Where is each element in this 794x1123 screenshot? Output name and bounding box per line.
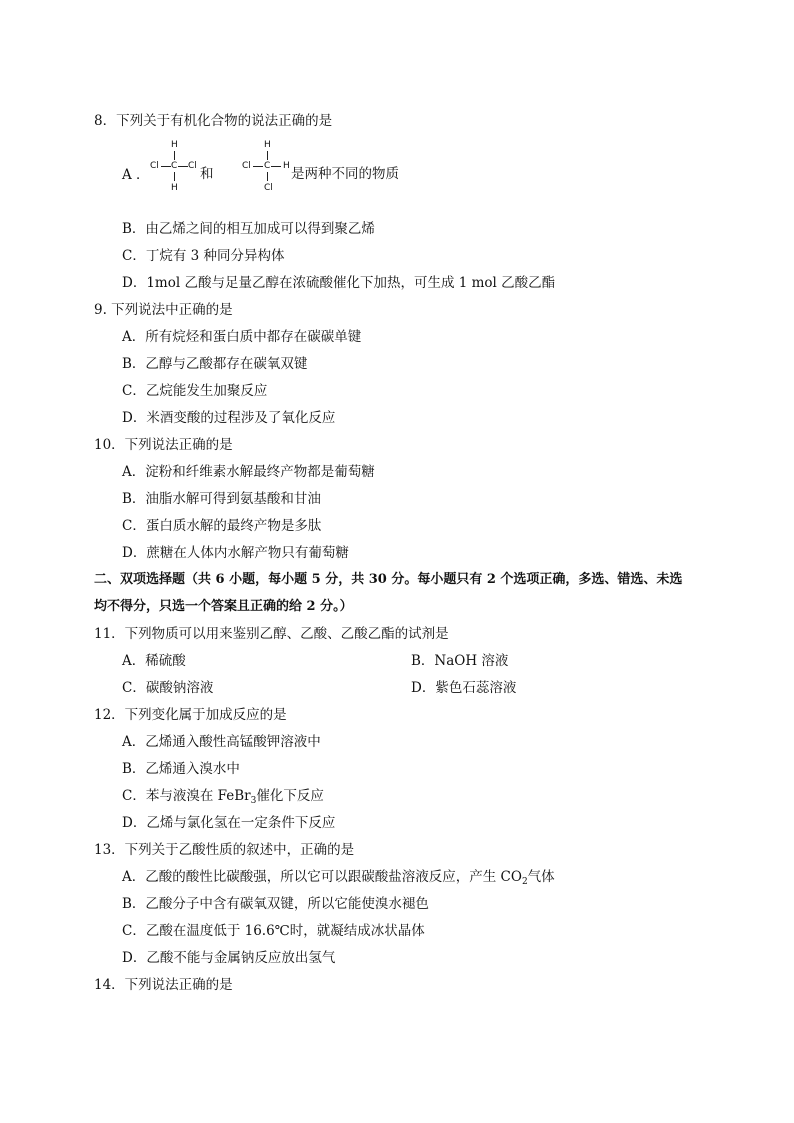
atom-right: H [283,161,290,171]
question-9-option-a: A．所有烷烃和蛋白质中都存在碳碳单键 [122,329,362,345]
atom-right: Cl [188,161,197,171]
bond-line [174,151,175,160]
question-10-option-d: D．蔗糖在人体内水解产物只有葡萄糖 [122,545,349,561]
option-text: A．乙酸的酸性比碳酸强，所以它可以跟碳酸盐溶液反应，产生 CO [122,869,522,885]
question-13-option-b: B．乙酸分子中含有碳氧双键，所以它能使溴水褪色 [122,896,429,912]
bond-line [267,151,268,160]
question-8-option-d: D．1mol 乙酸与足量乙醇在浓硫酸催化下加热，可生成 1 mol 乙酸乙酯 [122,275,556,291]
question-10-option-b: B．油脂水解可得到氨基酸和甘油 [122,491,321,507]
bond-line [161,166,171,167]
atom-top: H [264,140,271,150]
option-label: A ． [122,167,150,183]
question-11-option-a: A．稀硫酸 [122,653,186,669]
question-9-option-c: C．乙烷能发生加聚反应 [122,383,268,399]
question-10-stem: 10．下列说法正确的是 [94,437,233,453]
bond-line [178,166,188,167]
question-12-option-d: D．乙烯与氯化氢在一定条件下反应 [122,815,336,831]
bond-line [271,166,281,167]
atom-left: Cl [150,161,159,171]
question-13-stem: 13．下列关于乙酸性质的叙述中，正确的是 [94,842,355,858]
question-10-option-c: C．蛋白质水解的最终产物是多肽 [122,518,322,534]
question-14-stem: 14．下列说法正确的是 [94,977,233,993]
bond-line [174,172,175,181]
question-8-stem: 8．下列关于有机化合物的说法正确的是 [94,113,333,129]
question-12-option-b: B．乙烯通入溴水中 [122,761,240,777]
atom-center: C [171,161,178,171]
question-11-option-b: B．NaOH 溶液 [411,653,509,669]
subscript: 2 [521,877,528,887]
bond-line [253,166,263,167]
question-8-option-b: B．由乙烯之间的相互加成可以得到聚乙烯 [122,221,375,237]
section-2-heading-line-2: 均不得分，只选一个答案且正确的给 2 分。） [94,599,353,614]
question-8-option-c: C．丁烷有 3 种同分异构体 [122,248,285,264]
structural-formula-2 [240,140,296,196]
question-9-stem: 9. 下列说法中正确的是 [94,302,233,318]
question-13-option-d: D．乙酸不能与金属钠反应放出氢气 [122,950,336,966]
connector-text: 和 [200,166,214,182]
question-12-stem: 12．下列变化属于加成反应的是 [94,707,287,723]
bond-line [267,172,268,181]
section-2-heading-line-1: 二、双项选择题（共 6 小题，每小题 5 分，共 30 分。每小题只有 2 个选项正确，多选、错选、未选 [94,572,683,587]
atom-top: H [171,140,178,150]
question-13-option-c: C．乙酸在温度低于 16.6℃时，就凝结成冰状晶体 [122,923,425,939]
atom-bottom: H [171,183,178,193]
question-9-option-b: B．乙醇与乙酸都存在碳氧双键 [122,356,308,372]
question-11-option-c: C．碳酸钠溶液 [122,680,214,696]
subscript: 3 [250,796,257,806]
atom-left: Cl [242,161,251,171]
option-text: 气体 [527,869,555,885]
question-11-stem: 11．下列物质可以用来鉴别乙醇、乙酸、乙酸乙酯的试剂是 [94,626,449,642]
structural-formula-1 [148,140,204,196]
atom-center: C [264,161,271,171]
question-10-option-a: A．淀粉和纤维素水解最终产物都是葡萄糖 [122,464,375,480]
question-9-option-d: D．米酒变酸的过程涉及了氧化反应 [122,410,336,426]
option-text: C．苯与液溴在 FeBr [122,788,251,804]
question-11-option-d: D．紫色石蕊溶液 [411,680,517,696]
question-12-option-c [122,787,324,805]
question-12-option-a: A．乙烯通入酸性高锰酸钾溶液中 [122,734,321,750]
atom-bottom: Cl [264,183,273,193]
option-tail-text: 是两种不同的物质 [291,166,399,182]
question-13-option-a [122,868,555,886]
option-text: 催化下反应 [256,788,324,804]
